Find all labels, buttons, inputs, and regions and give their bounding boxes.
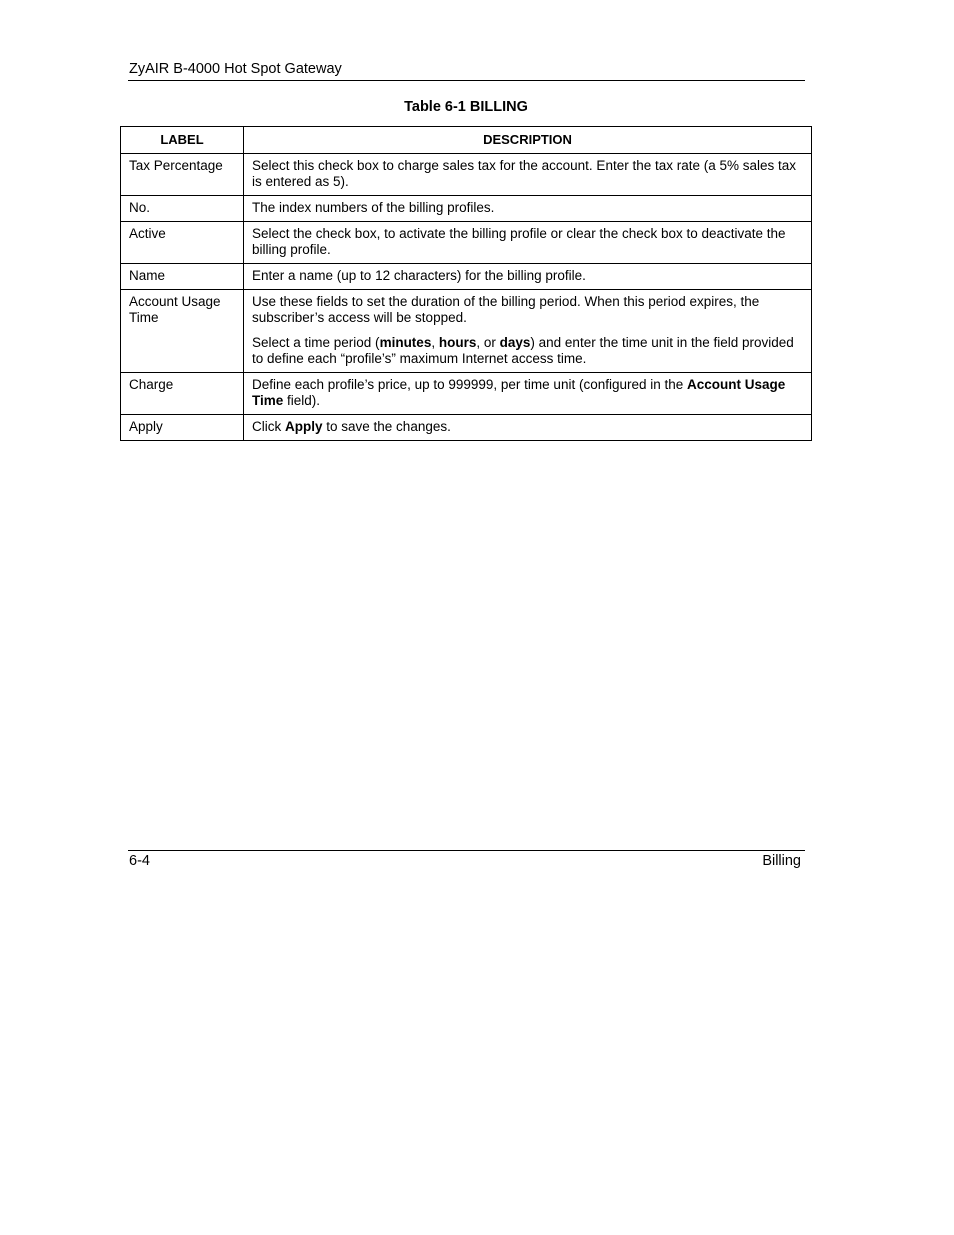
column-header-label: LABEL: [121, 127, 244, 154]
page-header: [128, 60, 805, 81]
table-row: [121, 264, 812, 290]
keyword-hours: hours: [438, 335, 477, 350]
row-description: [244, 290, 812, 373]
row-label: Tax Percentage: [121, 154, 244, 196]
table-caption: Table 6-1 BILLING: [404, 99, 528, 115]
table-row: [121, 373, 812, 415]
table-row: [121, 290, 812, 373]
table-header-row: [121, 127, 812, 154]
row-label: Active: [121, 222, 244, 264]
row-label: Name: [121, 264, 244, 290]
row-description: Select this check box to charge sales tax for the account. Enter the tax rate (a 5% sales tax is entered as 5).: [244, 154, 812, 196]
column-header-description: DESCRIPTION: [244, 127, 812, 154]
text-run: ) and enter the time unit in the field provided to define each “profile’s” maximum Internet access time.: [252, 335, 794, 366]
text-run: field).: [283, 393, 321, 408]
row-description: Select the check box, to activate the billing profile or clear the check box to deactivate the billing profile.: [244, 222, 812, 264]
page-number: 6-4: [129, 853, 150, 869]
keyword-minutes: minutes: [379, 335, 432, 350]
table-row: [121, 196, 812, 222]
row-label: Charge: [121, 373, 244, 415]
row-label: Apply: [121, 415, 244, 441]
keyword-days: days: [499, 335, 531, 350]
description-paragraph: Use these fields to set the duration of the billing period. When this period expires, the subscriber’s access will be stopped.: [252, 294, 760, 325]
page-footer: [128, 850, 805, 873]
text-run: Click: [252, 419, 285, 434]
table-row: [121, 222, 812, 264]
text-run: Define each profile’s price, up to 999999, per time unit (configured in the: [252, 377, 688, 392]
row-description: Enter a name (up to 12 characters) for the billing profile.: [244, 264, 812, 290]
table-row: [121, 154, 812, 196]
billing-table: [120, 126, 812, 441]
document-title: ZyAIR B-4000 Hot Spot Gateway: [129, 61, 342, 77]
row-description: The index numbers of the billing profiles.: [244, 196, 812, 222]
row-description: [244, 373, 812, 415]
text-run: , or: [476, 335, 500, 350]
row-label: Account Usage Time: [121, 290, 244, 373]
table-row: [121, 415, 812, 441]
description-paragraph: [252, 335, 803, 367]
section-name: Billing: [762, 853, 801, 869]
text-run: ,: [431, 335, 439, 350]
text-run: Select a time period (: [252, 335, 380, 350]
keyword-account-usage-time: Account Usage Time: [252, 377, 786, 408]
text-run: to save the changes.: [322, 419, 451, 434]
keyword-apply: Apply: [285, 419, 323, 434]
row-label: No.: [121, 196, 244, 222]
row-description: [244, 415, 812, 441]
